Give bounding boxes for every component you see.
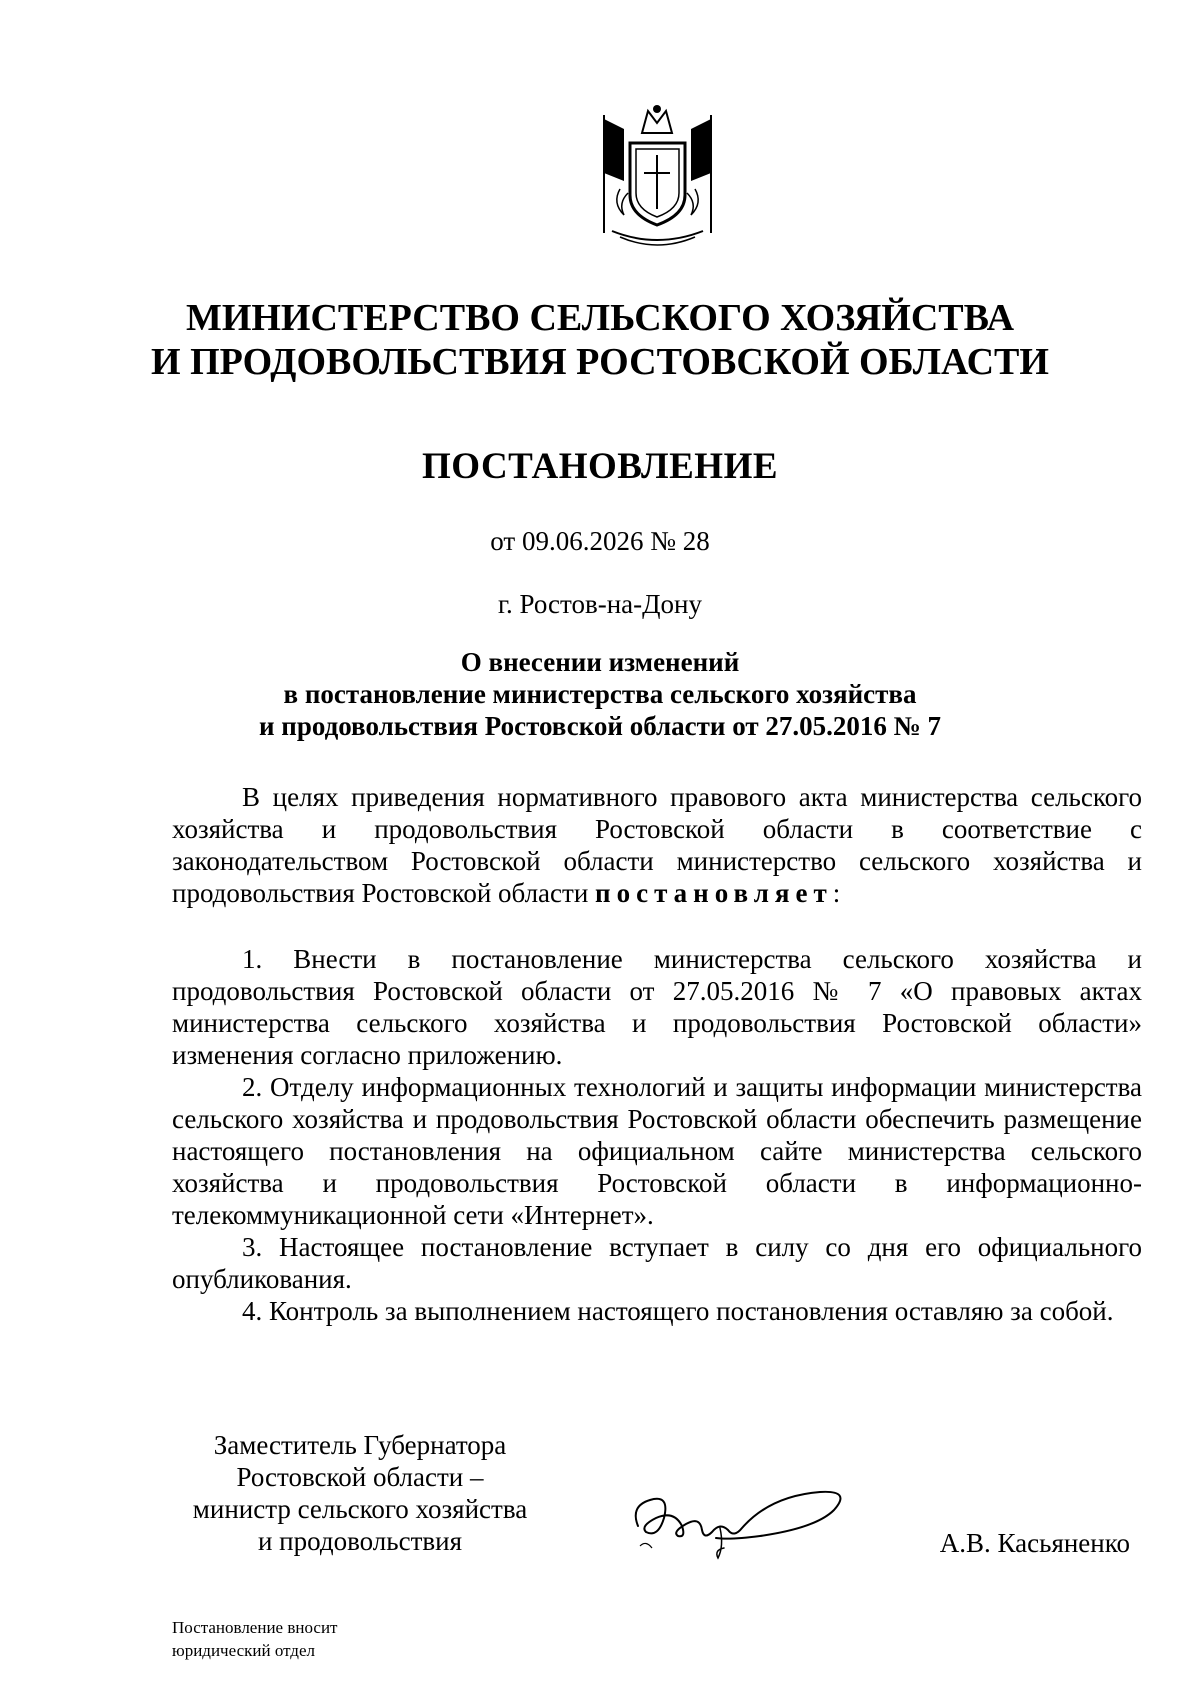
footnote-line1: Постановление вносит — [172, 1618, 338, 1637]
signatory-title-line2: Ростовской области – — [236, 1462, 484, 1492]
subject-line3: и продовольствия Ростовской области от 27.05.2016 № 7 — [258, 711, 942, 741]
decree-word: постановляет — [595, 878, 833, 908]
item-paragraph-1: 1. Внести в постановление министерства сельского хозяйства и продовольствия Ростовской области от 27.05.2016 № 7 «О правовых актах министерства сельского хозяйства и продовольствия Ростовской области» изменения согласно приложению. — [172, 944, 1142, 1070]
item-paragraph-2: 2. Отделу информационных технологий и защиты информации министерства сельского хозяйства и продовольствия Ростовской области обеспечить размещение настоящего постановления на официальном сайте министерства сельского хозяйства и продовольствия Ростовской области в информационно-телекоммуникационной сети «Интернет». — [172, 1072, 1142, 1230]
intro-colon: : — [832, 878, 841, 908]
signatory-name: А.В. Касьяненко — [939, 1528, 1130, 1558]
ministry-name-line2: И ПРОДОВОЛЬСТВИЯ РОСТОВСКОЙ ОБЛАСТИ — [151, 341, 1049, 383]
document-city: г. Ростов-на-Дону — [497, 589, 702, 619]
intro-paragraph — [172, 781, 1142, 909]
handwritten-signature-icon — [620, 1466, 860, 1566]
item-paragraph-4: 4. Контроль за выполнением настоящего постановления оставляю за собой. — [242, 1296, 1114, 1326]
subject-line2: в постановление министерства сельского хозяйства — [283, 679, 917, 709]
intro-text: В целях приведения нормативного правового акта министерства сельского хозяйства и продовольствия Ростовской области в соответствие с законодательством Ростовской области министерство сельского хозяйства и продовольствия Ростовской области — [172, 782, 1142, 908]
ministry-name-line1: МИНИСТЕРСТВО СЕЛЬСКОГО ХОЗЯЙСТВА — [185, 297, 1015, 339]
coat-of-arms-icon — [590, 103, 725, 253]
item-paragraph-3: 3. Настоящее постановление вступает в силу со дня его официального опубликования. — [172, 1232, 1142, 1294]
footnote-line2: юридический отдел — [172, 1641, 315, 1660]
subject-line1: О внесении изменений — [460, 647, 740, 677]
document-type-title: ПОСТАНОВЛЕНИЕ — [421, 446, 779, 487]
signatory-title-line3: министр сельского хозяйства — [192, 1494, 528, 1524]
signatory-title-line4: и продовольствия — [257, 1526, 462, 1556]
signatory-title-line1: Заместитель Губернатора — [213, 1430, 507, 1460]
document-date-number: от 09.06.2026 № 28 — [490, 526, 710, 556]
